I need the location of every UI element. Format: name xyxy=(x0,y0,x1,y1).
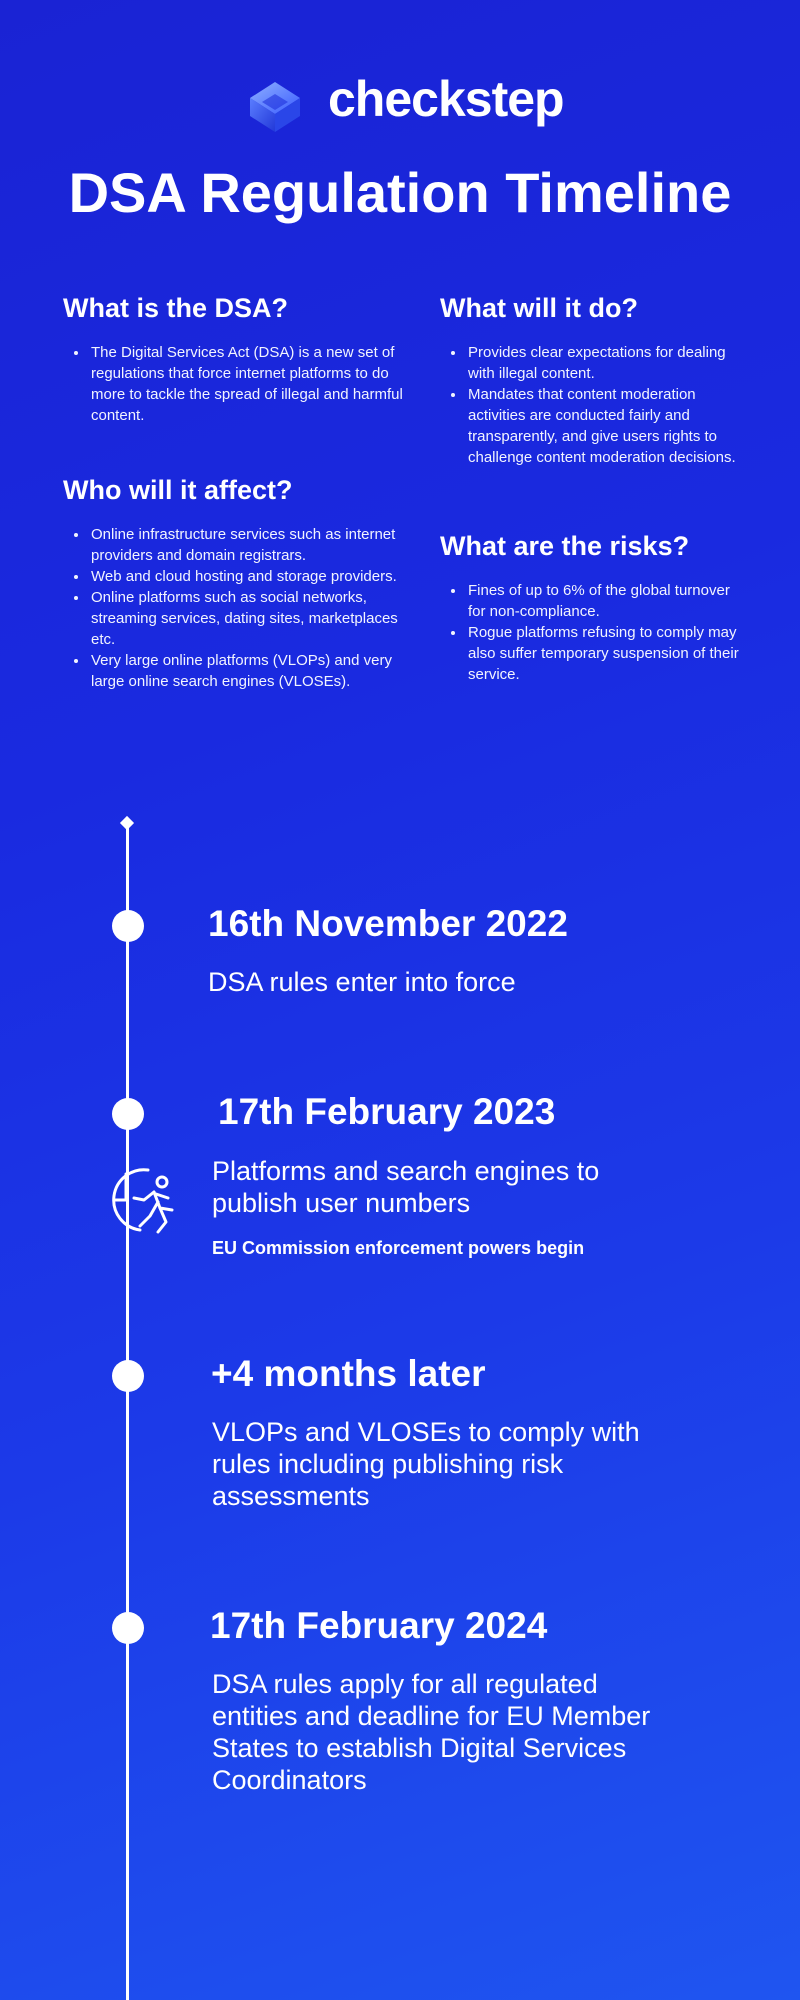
section-what-is xyxy=(63,292,413,426)
timeline-date: +4 months later xyxy=(211,1353,486,1394)
timeline-dot xyxy=(112,1098,144,1130)
page-title: DSA Regulation Timeline xyxy=(68,161,732,224)
list-item: • Provides clear expectations for dealing with illegal content. xyxy=(466,342,740,384)
timeline-date: 17th February 2024 xyxy=(210,1605,548,1646)
list-item: • Mandates that content moderation activities are conducted fairly and transparently, and give users rights to challenge content moderation decisions. xyxy=(466,384,740,468)
brand-name: checkstep xyxy=(328,71,564,127)
list-item: • Fines of up to 6% of the global turnover for non-compliance. xyxy=(466,580,740,622)
timeline-dot xyxy=(112,910,144,942)
timeline-note: EU Commission enforcement powers begin xyxy=(212,1238,585,1258)
section-list xyxy=(440,342,740,468)
timeline-description: DSA rules enter into force xyxy=(208,967,516,997)
section-heading: What are the risks? xyxy=(440,531,690,561)
timeline-description: VLOPs and VLOSEs to comply with rules including publishing risk assessments xyxy=(212,1417,640,1511)
list-item: • Online platforms such as social networks, streaming services, dating sites, marketplaces etc. xyxy=(89,587,413,650)
cube-logo-icon xyxy=(244,76,306,136)
list-item: • Online infrastructure services such as internet providers and domain registrars. xyxy=(89,524,413,566)
section-list xyxy=(440,580,740,685)
timeline-description: DSA rules apply for all regulated entities and deadline for EU Member States to establish Digital Services Coordinators xyxy=(212,1669,651,1795)
timeline-date: 17th February 2023 xyxy=(218,1091,556,1132)
section-who-affects xyxy=(63,474,413,692)
clock-runner-icon xyxy=(96,1152,186,1242)
section-what-do xyxy=(440,292,740,468)
timeline-dot xyxy=(112,1360,144,1392)
list-item: • The Digital Services Act (DSA) is a new set of regulations that force internet platforms to do more to tackle the spread of illegal and harmful content. xyxy=(89,342,413,426)
section-heading: What is the DSA? xyxy=(63,293,289,323)
list-item: • Rogue platforms refusing to comply may also suffer temporary suspension of their service. xyxy=(466,622,740,685)
timeline-date: 16th November 2022 xyxy=(208,903,568,944)
timeline-start-marker xyxy=(120,816,134,830)
section-risks xyxy=(440,530,740,685)
section-list xyxy=(63,342,413,426)
timeline-dot xyxy=(112,1612,144,1644)
timeline-line xyxy=(126,826,129,2000)
list-item: • Very large online platforms (VLOPs) and very large online search engines (VLOSEs). xyxy=(89,650,413,692)
section-list xyxy=(63,524,413,692)
list-item: • Web and cloud hosting and storage providers. xyxy=(89,566,413,587)
timeline-description: Platforms and search engines to publish user numbers xyxy=(212,1156,600,1218)
section-heading: What will it do? xyxy=(440,293,638,323)
section-heading: Who will it affect? xyxy=(63,475,293,505)
